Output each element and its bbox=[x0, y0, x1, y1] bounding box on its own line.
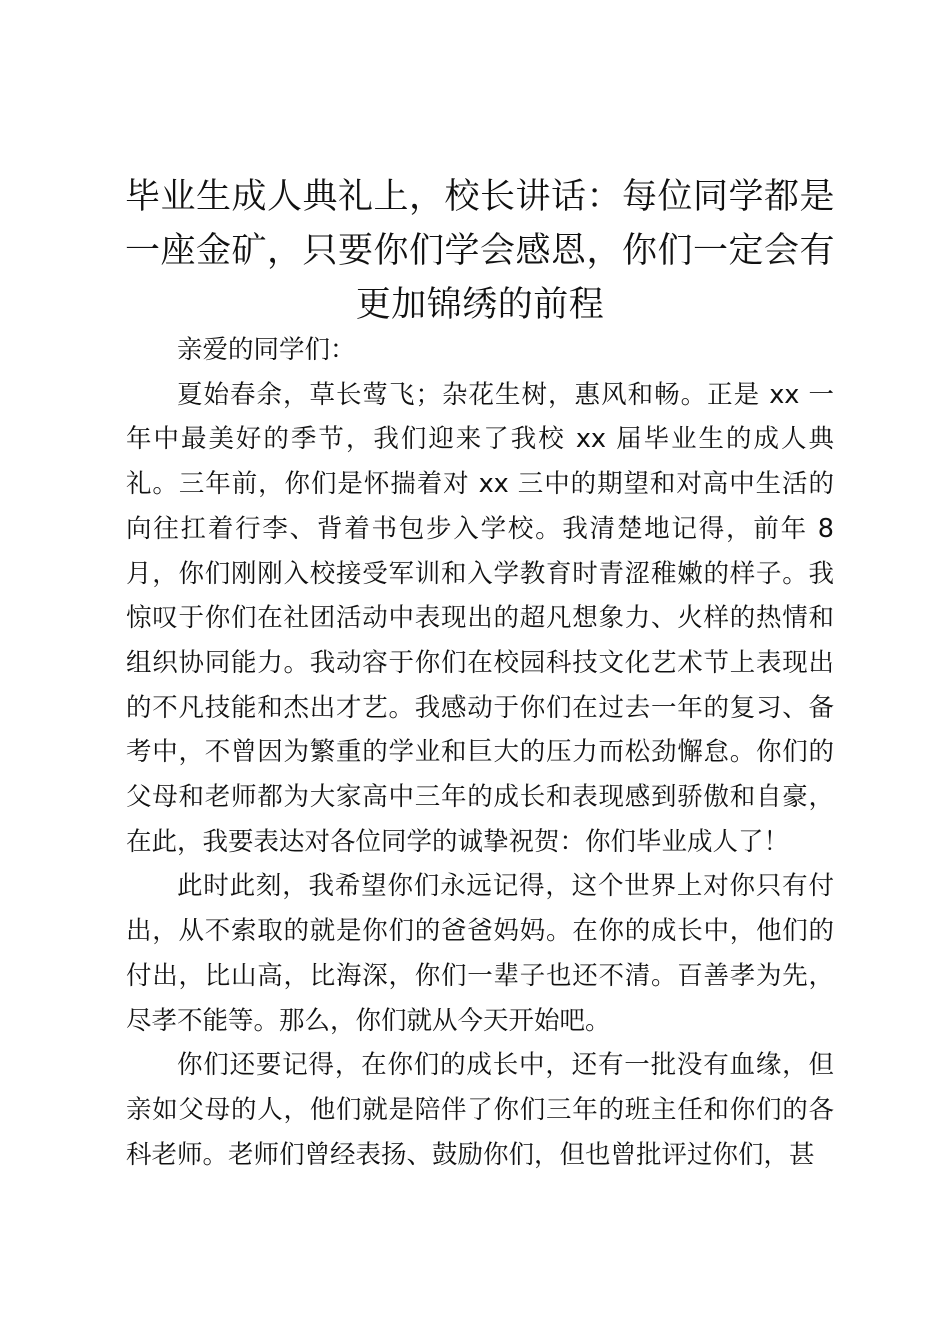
paragraph-2: 此时此刻，我希望你们永远记得，这个世界上对你只有付出，从不索取的就是你们的爸爸妈妈。在你的成长中，他们的付出，比山高，比海深，你们一辈子也还不清。百善孝为先，尽孝不能等。那么，你们就从今天开始吧。 bbox=[126, 871, 834, 1036]
document-body bbox=[126, 328, 834, 1177]
paragraph-3: 你们还要记得，在你们的成长中，还有一批没有血缘，但亲如父母的人，他们就是陪伴了你们三年的班主任和你们的各科老师。老师们曾经表扬、鼓励你们，但也曾批评过你们，甚 bbox=[126, 1050, 834, 1170]
paragraph-1: 夏始春余，草长莺飞；杂花生树，惠风和畅。正是 xx 一年中最美好的季节，我们迎来了我校 xx 届毕业生的成人典礼。三年前，你们是怀揣着对 xx 三中的期望和对高中生活的向往扛着行李、背着书包步入学校。我清楚地记得，前年 8 月，你们刚刚入校接受军训和入学教育时青涩稚嫩的样子。我惊叹于你们在社团活动中表现出的超凡想象力、火样的热情和组织协同能力。我动容于你们在校园科技文化艺术节上表现出的不凡技能和杰出才艺。我感动于你们在过去一年的复习、备考中，不曾因为繁重的学业和巨大的压力而松劲懈怠。你们的父母和老师都为大家高中三年的成长和表现感到骄傲和自豪，在此，我要表达对各位同学的诚挚祝贺：你们毕业成人了！ bbox=[126, 379, 834, 857]
document-title: 毕业生成人典礼上，校长讲话：每位同学都是一座金矿，只要你们学会感恩，你们一定会有更加锦绣的前程 bbox=[125, 177, 836, 325]
greeting-line: 亲爱的同学们： bbox=[177, 335, 356, 365]
